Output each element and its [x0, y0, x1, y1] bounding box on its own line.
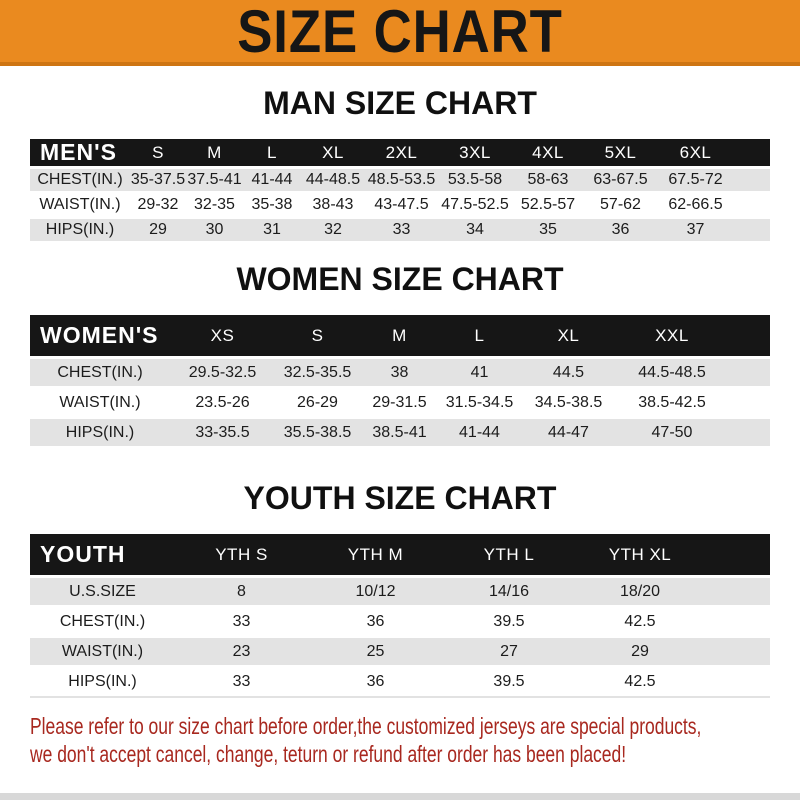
size-cell: 47.5-52.5 [438, 194, 512, 219]
table-header-row [30, 315, 770, 359]
men-size-table [30, 139, 770, 244]
size-cell: 44.5 [520, 359, 617, 389]
table-row [30, 194, 770, 219]
size-cell: 27 [443, 638, 575, 668]
size-cell: 31.5-34.5 [439, 389, 520, 419]
table-header-row [30, 139, 770, 169]
cell-spacer [734, 219, 770, 244]
column-header: S [130, 139, 186, 169]
cell-spacer [727, 419, 770, 449]
size-cell: 57-62 [584, 194, 657, 219]
cell-spacer [734, 194, 770, 219]
size-cell: 36 [308, 608, 443, 638]
size-cell: 42.5 [575, 608, 705, 638]
column-header: YTH M [308, 534, 443, 578]
row-label: HIPS(IN.) [30, 668, 175, 698]
size-cell: 39.5 [443, 608, 575, 638]
order-notice [30, 712, 800, 768]
size-cell: 29 [575, 638, 705, 668]
youth-size-chart-heading: YOUTH SIZE CHART [243, 480, 557, 516]
size-cell: 30 [186, 219, 243, 244]
size-cell: 62-66.5 [657, 194, 734, 219]
size-cell: 38.5-41 [360, 419, 439, 449]
size-chart-banner [0, 0, 800, 66]
row-label: HIPS(IN.) [30, 419, 170, 449]
size-cell: 36 [584, 219, 657, 244]
size-cell: 44.5-48.5 [617, 359, 727, 389]
column-header: L [243, 139, 301, 169]
size-cell: 10/12 [308, 578, 443, 608]
size-cell: 44-48.5 [301, 169, 365, 194]
column-header: 6XL [657, 139, 734, 169]
table-row [30, 169, 770, 194]
youth-table-label: YOUTH [30, 534, 175, 578]
size-cell: 34.5-38.5 [520, 389, 617, 419]
table-row [30, 638, 770, 668]
size-cell: 41-44 [439, 419, 520, 449]
row-label: WAIST(IN.) [30, 638, 175, 668]
cell-spacer [705, 578, 770, 608]
column-header: S [275, 315, 360, 359]
cell-spacer [705, 668, 770, 698]
size-cell: 33 [175, 668, 308, 698]
column-header: XXL [617, 315, 727, 359]
column-header: XL [301, 139, 365, 169]
size-cell: 29.5-32.5 [170, 359, 275, 389]
size-cell: 35-37.5 [130, 169, 186, 194]
women-table-label: WOMEN'S [30, 315, 170, 359]
size-cell: 29 [130, 219, 186, 244]
size-cell: 41-44 [243, 169, 301, 194]
size-cell: 38.5-42.5 [617, 389, 727, 419]
size-cell: 58-63 [512, 169, 584, 194]
size-cell: 34 [438, 219, 512, 244]
size-cell: 67.5-72 [657, 169, 734, 194]
size-cell: 31 [243, 219, 301, 244]
row-label: HIPS(IN.) [30, 219, 130, 244]
size-cell: 25 [308, 638, 443, 668]
column-header: YTH S [175, 534, 308, 578]
size-cell: 39.5 [443, 668, 575, 698]
size-cell: 18/20 [575, 578, 705, 608]
size-cell: 52.5-57 [512, 194, 584, 219]
banner-title: SIZE CHART [237, 0, 563, 65]
size-cell: 53.5-58 [438, 169, 512, 194]
table-row [30, 608, 770, 638]
size-cell: 33-35.5 [170, 419, 275, 449]
size-cell: 42.5 [575, 668, 705, 698]
cell-spacer [727, 359, 770, 389]
table-row [30, 419, 770, 449]
cell-spacer [705, 608, 770, 638]
size-cell: 33 [175, 608, 308, 638]
notice-line-2: we don't accept cancel, change, teturn or refund after order has been placed! [30, 741, 627, 767]
size-cell: 35.5-38.5 [275, 419, 360, 449]
size-cell: 38 [360, 359, 439, 389]
table-row [30, 578, 770, 608]
row-label: WAIST(IN.) [30, 194, 130, 219]
size-cell: 63-67.5 [584, 169, 657, 194]
youth-size-table [30, 534, 770, 698]
bottom-edge-strip [0, 793, 800, 800]
size-cell: 23.5-26 [170, 389, 275, 419]
size-cell: 33 [365, 219, 438, 244]
column-header: 2XL [365, 139, 438, 169]
size-cell: 8 [175, 578, 308, 608]
table-header-row [30, 534, 770, 578]
size-cell: 48.5-53.5 [365, 169, 438, 194]
row-label: WAIST(IN.) [30, 389, 170, 419]
column-header: 3XL [438, 139, 512, 169]
table-row [30, 359, 770, 389]
column-header: 5XL [584, 139, 657, 169]
size-cell: 47-50 [617, 419, 727, 449]
column-header: L [439, 315, 520, 359]
man-size-chart-heading: MAN SIZE CHART [263, 85, 537, 121]
row-label: CHEST(IN.) [30, 608, 175, 638]
size-cell: 26-29 [275, 389, 360, 419]
size-cell: 32.5-35.5 [275, 359, 360, 389]
column-header: 4XL [512, 139, 584, 169]
header-spacer [727, 315, 770, 359]
size-cell: 38-43 [301, 194, 365, 219]
header-spacer [734, 139, 770, 169]
size-cell: 37.5-41 [186, 169, 243, 194]
cell-spacer [727, 389, 770, 419]
column-header: M [186, 139, 243, 169]
row-label: CHEST(IN.) [30, 169, 130, 194]
women-size-table [30, 315, 770, 449]
size-cell: 36 [308, 668, 443, 698]
row-label: U.S.SIZE [30, 578, 175, 608]
cell-spacer [734, 169, 770, 194]
column-header: M [360, 315, 439, 359]
table-row [30, 668, 770, 698]
size-cell: 41 [439, 359, 520, 389]
header-spacer [705, 534, 770, 578]
size-cell: 14/16 [443, 578, 575, 608]
women-size-chart-heading: WOMEN SIZE CHART [236, 261, 564, 297]
column-header: XS [170, 315, 275, 359]
size-cell: 37 [657, 219, 734, 244]
column-header: YTH XL [575, 534, 705, 578]
size-cell: 35-38 [243, 194, 301, 219]
size-cell: 23 [175, 638, 308, 668]
column-header: YTH L [443, 534, 575, 578]
cell-spacer [705, 638, 770, 668]
row-label: CHEST(IN.) [30, 359, 170, 389]
size-cell: 43-47.5 [365, 194, 438, 219]
men-table-label: MEN'S [30, 139, 130, 169]
table-row [30, 389, 770, 419]
size-cell: 35 [512, 219, 584, 244]
notice-line-1: Please refer to our size chart before order,the customized jerseys are special products, [30, 713, 702, 739]
size-cell: 32 [301, 219, 365, 244]
column-header: XL [520, 315, 617, 359]
size-cell: 44-47 [520, 419, 617, 449]
size-cell: 32-35 [186, 194, 243, 219]
table-row [30, 219, 770, 244]
size-cell: 29-31.5 [360, 389, 439, 419]
size-cell: 29-32 [130, 194, 186, 219]
